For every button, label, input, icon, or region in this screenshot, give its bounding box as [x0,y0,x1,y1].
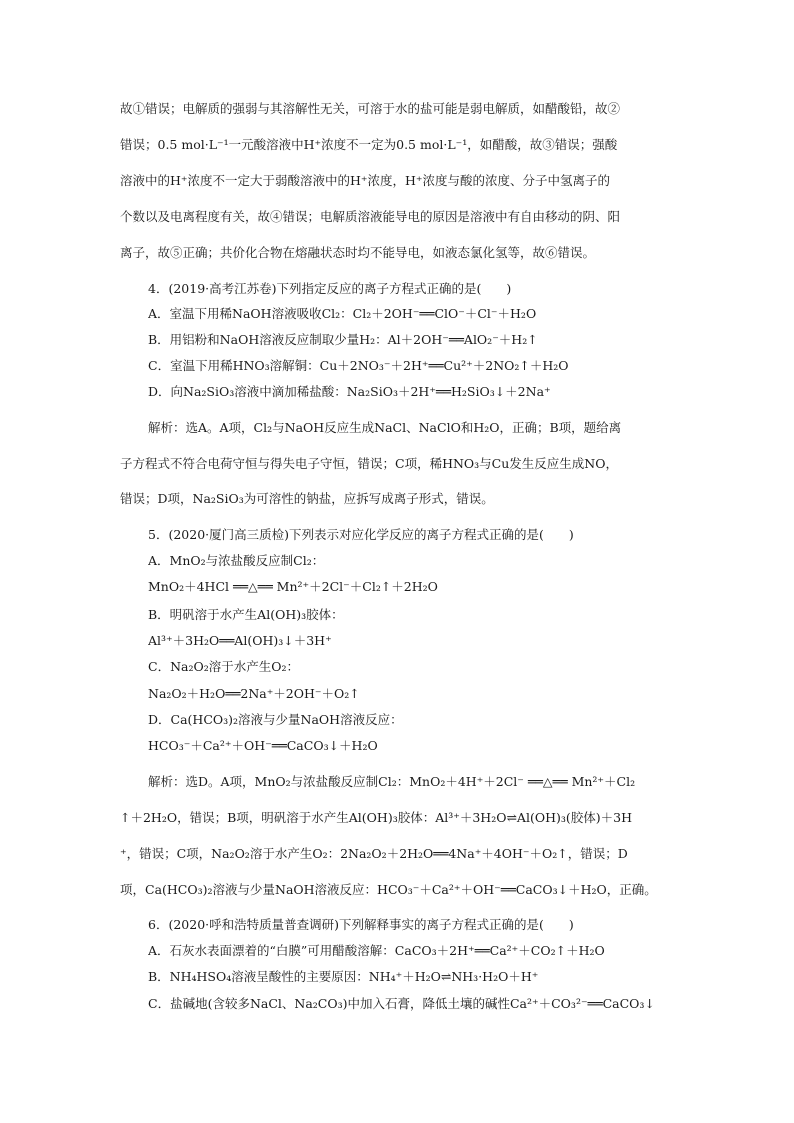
equation-line: Na₂O₂＋H₂O══2Na⁺＋2OH⁻＋O₂↑ [148,686,360,701]
option-a: A．石灰水表面漂着的“白膜”可用醋酸溶解：CaCO₃＋2H⁺══Ca²⁺＋CO₂↑＋H₂O [148,943,605,958]
option-b: B．NH₄HSO₄溶液呈酸性的主要原因：NH₄⁺＋H₂O⇌NH₃·H₂O＋H⁺ [148,969,539,984]
option-b: B．用铝粉和NaOH溶液反应制取少量H₂：Al＋2OH⁻══AlO₂⁻＋H₂↑ [148,332,538,347]
explanation-line: ↑＋2H₂O，错误；B项，明矾溶于水产生Al(OH)₃胶体：Al³⁺＋3H₂O⇌Al(OH)₃(胶体)＋3H [120,810,632,825]
option-a: A．室温下用稀NaOH溶液吸收Cl₂：Cl₂＋2OH⁻══ClO⁻＋Cl⁻＋H₂O [148,306,537,321]
option-d: D．Ca(HCO₃)₂溶液与少量NaOH溶液反应： [148,712,403,727]
explanation-line: 子方程式不符合电荷守恒与得失电子守恒，错误；C项，稀HNO₃与Cu发生反应生成NO， [120,456,618,471]
explanation-line: 解析：选A。A项，Cl₂与NaOH反应生成NaCl、NaClO和H₂O，正确；B项，题给离 [148,420,622,435]
question-5-stem: 5．(2020·厦门高三质检)下列表示对应化学反应的离子方程式正确的是( ) [148,527,574,542]
text-line: 溶液中的H⁺浓度不一定大于弱酸溶液中的H⁺浓度，H⁺浓度与酸的浓度、分子中氢离子的 [120,173,610,188]
option-c: C．盐碱地(含较多NaCl、Na₂CO₃)中加入石膏，降低土壤的碱性Ca²⁺＋CO₃²⁻══CaCO₃↓ [148,996,655,1011]
equation-line: Al³⁺＋3H₂O══Al(OH)₃↓＋3H⁺ [148,633,332,648]
text-line: 离子，故⑤正确；共价化合物在熔融状态时均不能导电，如液态氯化氢等，故⑥错误。 [120,245,596,260]
explanation-line: ⁺，错误；C项，Na₂O₂溶于水产生O₂：2Na₂O₂＋2H₂O══4Na⁺＋4OH⁻＋O₂↑，错误；D [120,846,628,861]
equation-line: MnO₂＋4HCl ══△══ Mn²⁺＋2Cl⁻＋Cl₂↑＋2H₂O [148,579,438,594]
option-b: B．明矾溶于水产生Al(OH)₃胶体： [148,607,344,622]
equation-line: HCO₃⁻＋Ca²⁺＋OH⁻══CaCO₃↓＋H₂O [148,738,378,753]
option-a: A．MnO₂与浓盐酸反应制Cl₂： [148,553,325,568]
explanation-line: 错误；D项，Na₂SiO₃为可溶性的钠盐，应拆写成离子形式，错误。 [120,491,494,506]
text-line: 错误；0.5 mol·L⁻¹一元酸溶液中H⁺浓度不一定为0.5 mol·L⁻¹，如醋酸，故③错误；强酸 [120,137,618,152]
option-c: C．室温下用稀HNO₃溶解铜：Cu＋2NO₃⁻＋2H⁺══Cu²⁺＋2NO₂↑＋H₂O [148,358,569,373]
question-4-stem: 4．(2019·高考江苏卷)下列指定反应的离子方程式正确的是( ) [148,281,512,296]
text-line: 故①错误；电解质的强弱与其溶解性无关，可溶于水的盐可能是弱电解质，如醋酸铅，故② [120,101,621,116]
explanation-line: 项，Ca(HCO₃)₂溶液与少量NaOH溶液反应：HCO₃⁻＋Ca²⁺＋OH⁻══CaCO₃↓＋H₂O，正确。 [120,882,657,897]
option-d: D．向Na₂SiO₃溶液中滴加稀盐酸：Na₂SiO₃＋2H⁺══H₂SiO₃↓＋2Na⁺ [148,384,551,399]
text-line: 个数以及电离程度有关，故④错误；电解质溶液能导电的原因是溶液中有自由移动的阴、阳 [120,209,621,224]
option-c: C．Na₂O₂溶于水产生O₂： [148,659,299,674]
question-6-stem: 6．(2020·呼和浩特质量普查调研)下列解释事实的离子方程式正确的是( ) [148,917,574,932]
explanation-line: 解析：选D。A项，MnO₂与浓盐酸反应制Cl₂：MnO₂＋4H⁺＋2Cl⁻ ══△══ Mn²⁺＋Cl₂ [148,774,636,789]
